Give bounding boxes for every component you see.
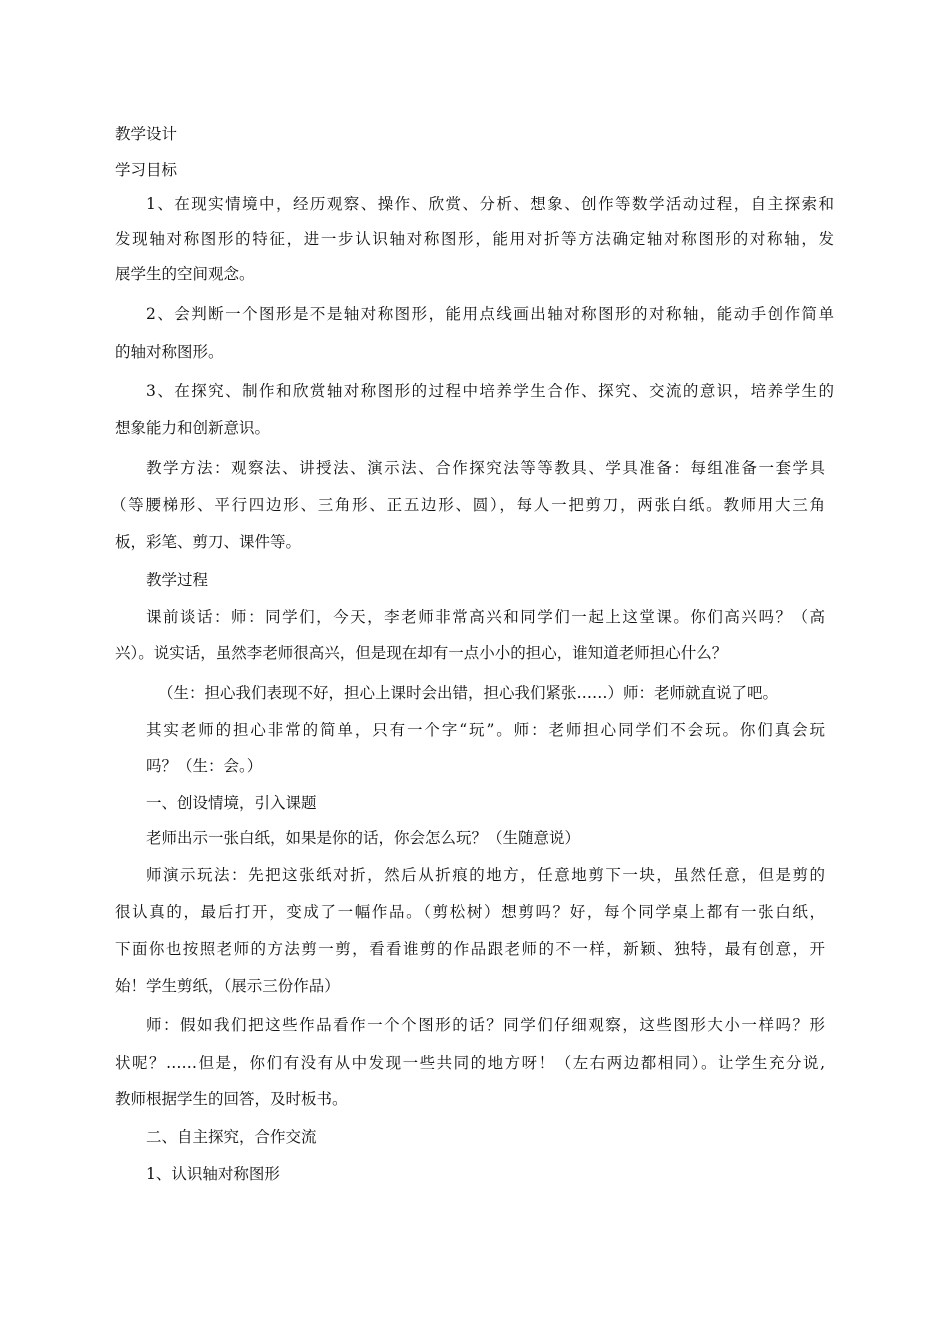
pre-class-line-4: 其实老师的担心非常的简单，只有一个字“玩”。师：老师担心同学们不会玩。你们真会玩 xyxy=(146,721,825,739)
methods-line-3: 板，彩笔、剪刀、课件等。 xyxy=(115,533,302,551)
observe-line-3: 教师根据学生的回答，及时板书。 xyxy=(115,1090,348,1108)
pre-class-line-2: 兴）。说实话，虽然李老师很高兴，但是现在却有一点小小的担心，谁知道老师担心什么？ xyxy=(115,644,728,662)
objective-3-line-1: 3、在探究、制作和欣赏轴对称图形的过程中培养学生合作、探究、交流的意识，培养学生的 xyxy=(146,382,834,400)
objective-1-line-1: 1、在现实情境中，经历观察、操作、欣赏、分析、想象、创作等数学活动过程，自主探索和 xyxy=(146,195,834,213)
heading-situation: 一、创设情境，引入课题 xyxy=(146,794,317,812)
objective-1-line-2: 发现轴对称图形的特征，进一步认识轴对称图形，能用对折等方法确定轴对称图形的对称轴，发 xyxy=(115,230,834,248)
demo-line-3: 下面你也按照老师的方法剪一剪，看看谁剪的作品跟老师的不一样，新颖、独特，最有创意，开 xyxy=(115,940,825,958)
demo-line-2: 很认真的，最后打开，变成了一幅作品。（剪松树）想剪吗？好，每个同学桌上都有一张白纸， xyxy=(115,903,825,921)
section-heading-objectives: 学习目标 xyxy=(115,161,178,179)
document-title: 教学设计 xyxy=(115,125,178,143)
pre-class-line-1: 课前谈话：师：同学们，今天，李老师非常高兴和同学们一起上这堂课。你们高兴吗？（高 xyxy=(146,608,825,626)
objective-1-line-3: 展学生的空间观念。 xyxy=(115,265,255,283)
observe-line-2: 状呢？……但是，你们有没有从中发现一些共同的地方呀！（左右两边都相同）。让学生充分说, xyxy=(115,1054,825,1072)
sub-heading-axis-symmetry: 1、认识轴对称图形 xyxy=(146,1165,280,1183)
methods-line-1: 教学方法：观察法、讲授法、演示法、合作探究法等等教具、学具准备：每组准备一套学具 xyxy=(146,459,825,477)
objective-3-line-2: 想象能力和创新意识。 xyxy=(115,419,271,437)
pre-class-line-5: 吗？（生：会。） xyxy=(146,757,263,775)
section-heading-process: 教学过程 xyxy=(146,571,209,589)
methods-line-2: （等腰梯形、平行四边形、三角形、正五边形、圆），每人一把剪刀，两张白纸。教师用大三角 xyxy=(111,496,825,514)
objective-2-line-2: 的轴对称图形。 xyxy=(115,343,224,361)
heading-explore: 二、自主探究，合作交流 xyxy=(146,1128,317,1146)
paper-paragraph: 老师出示一张白纸，如果是你的话，你会怎么玩？（生随意说） xyxy=(146,829,581,847)
demo-line-4: 始！学生剪纸，（展示三份作品） xyxy=(115,977,340,995)
demo-line-1: 师演示玩法：先把这张纸对折，然后从折痕的地方，任意地剪下一块，虽然任意，但是剪的 xyxy=(146,866,825,884)
pre-class-line-3: （生：担心我们表现不好，担心上课时会出错，担心我们紧张……）师：老师就直说了吧。 xyxy=(158,684,779,702)
objective-2-line-1: 2、会判断一个图形是不是轴对称图形，能用点线画出轴对称图形的对称轴，能动手创作简单 xyxy=(146,305,834,323)
observe-line-1: 师：假如我们把这些作品看作一个个图形的话？同学们仔细观察，这些图形大小一样吗？形 xyxy=(146,1016,825,1034)
